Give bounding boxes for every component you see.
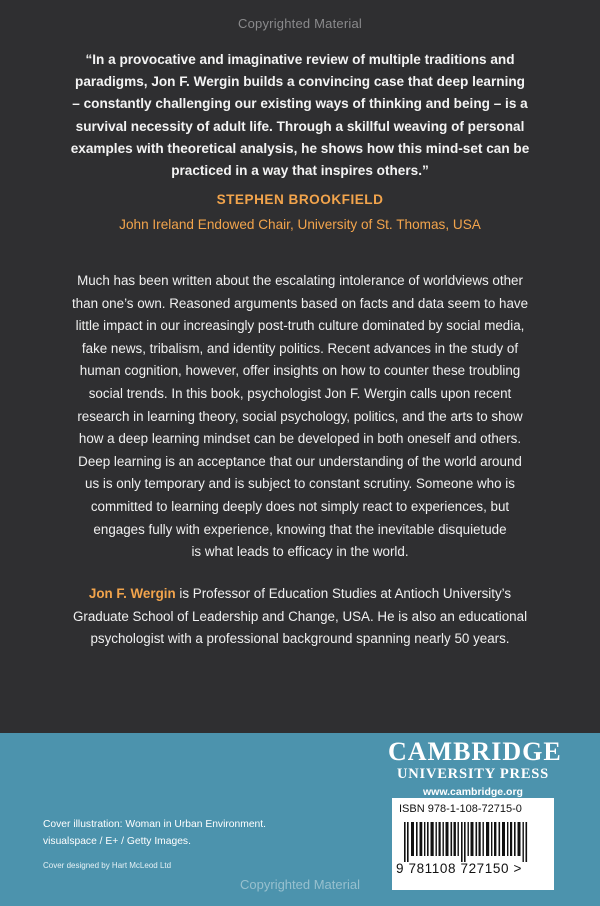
- author-bio-text: is Professor of Education Studies at Antioch University’s: [175, 586, 512, 601]
- description-line: us is only temporary and is subject to constant scrutiny. Someone who is: [85, 476, 515, 492]
- quote-line: survival necessity of adult life. Through a skillful weaving of personal: [75, 118, 525, 134]
- copyright-watermark-bottom: Copyrighted Material: [240, 877, 360, 892]
- description-line: than one’s own. Reasoned arguments based on facts and data seem to have: [71, 295, 529, 311]
- author-bio-line: Graduate School of Leadership and Change, USA. He is also an educational: [72, 608, 528, 624]
- cover-illustration-credit: Cover illustration: Woman in Urban Environment.: [43, 819, 267, 830]
- description-line: human cognition, however, offer insights on how to counter these troubling: [79, 363, 521, 379]
- publisher-logo: [388, 737, 562, 800]
- description-line: is what leads to efficacy in the world.: [191, 544, 409, 560]
- author-bio-line: [58, 583, 542, 606]
- book-description: [58, 270, 542, 564]
- barcode-digits: [392, 861, 554, 876]
- description-line: Much has been written about the escalating intolerance of worldviews other: [77, 273, 523, 288]
- quote-line: practiced in a way that inspires others.”: [171, 163, 429, 179]
- author-name: Jon F. Wergin: [88, 586, 176, 601]
- endorser-title: John Ireland Endowed Chair, University of St. Thomas, USA: [119, 217, 481, 232]
- publisher-website: www.cambridge.org: [423, 786, 523, 798]
- quote-line: examples with theoretical analysis, he shows how this mind-set can be: [70, 140, 530, 156]
- author-bio-line: psychologist with a professional background spanning nearly 50 years.: [90, 631, 510, 647]
- description-line: engages fully with experience, knowing that the inevitable disquietude: [93, 521, 507, 537]
- publisher-name-line1: CAMBRIDGE: [388, 737, 562, 766]
- author-bio: [58, 583, 542, 651]
- endorser-name: STEPHEN BROOKFIELD: [216, 192, 384, 207]
- quote-line: paradigms, Jon F. Wergin builds a convincing case that deep learning: [75, 74, 525, 90]
- isbn-label: ISBN 978-1-108-72715-0: [399, 803, 522, 815]
- description-line: little impact in our increasingly post-truth culture dominated by social media,: [75, 318, 525, 334]
- description-line: social trends. In this book, psychologist Jon F. Wergin calls upon recent: [88, 385, 512, 401]
- description-line: research in learning theory, social psychology, politics, and the arts to show: [77, 408, 523, 424]
- quote-line: “In a provocative and imaginative review of multiple traditions and: [85, 52, 515, 67]
- publisher-name-line2: UNIVERSITY PRESS: [396, 766, 550, 782]
- endorsement-quote: [60, 49, 540, 182]
- description-line: committed to learning deeply does not simply react to experiences, but: [90, 498, 510, 514]
- cover-illustration-source: visualspace / E+ / Getty Images.: [43, 836, 191, 847]
- description-line: fake news, tribalism, and identity politics. Recent advances in the study of: [81, 340, 519, 356]
- description-line: Deep learning is an acceptance that our understanding of the world around: [78, 453, 522, 469]
- barcode-number: 9 781108 727150 >: [396, 861, 522, 876]
- copyright-watermark-top: Copyrighted Material: [238, 16, 362, 31]
- cover-design-credit: Cover designed by Hart McLeod Ltd: [43, 861, 172, 870]
- quote-line: – constantly challenging our existing ways of thinking and being – is a: [72, 96, 528, 112]
- description-line: how a deep learning mindset can be developed in both oneself and others.: [78, 431, 522, 447]
